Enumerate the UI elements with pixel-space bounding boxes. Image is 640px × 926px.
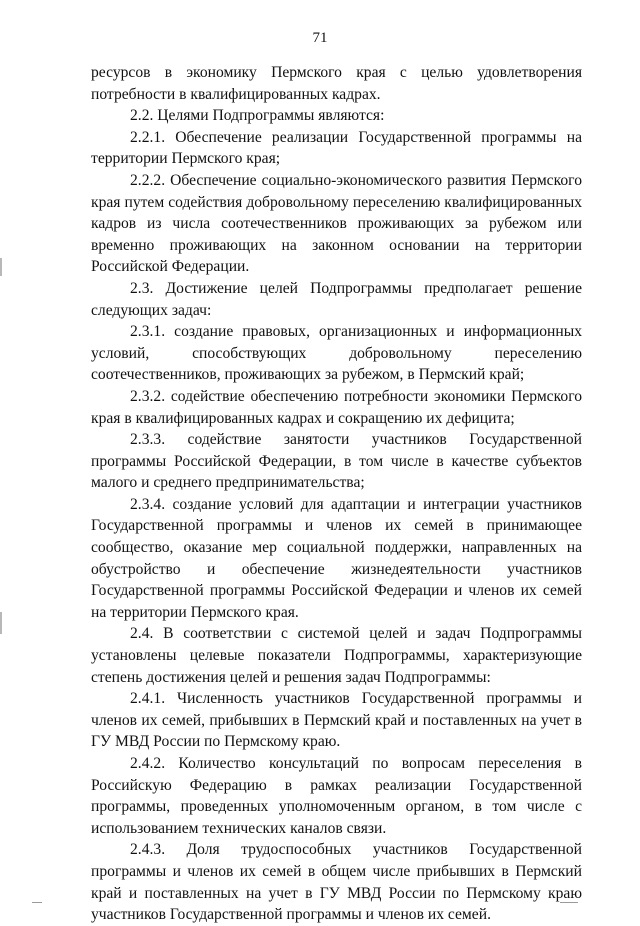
paragraph-2-3-2: 2.3.2. содействие обеспечению потребности экономики Пермского края в квалифицированных кадрах и сокращению их дефицита; [91,387,582,427]
paragraph-2-2: 2.2. Целями Подпрограммы являются: [130,107,385,125]
paragraph-2-3-3: 2.3.3. содействие занятости участников Государственной программы Российской Федерации, в том числе в качестве субъектов малого и среднего предпринимательства; [91,431,582,492]
paragraph-2-4-3: 2.4.3. Доля трудоспособных участников Государственной программы и членов их семей в общем числе прибывших в Пермский край и поставленных на учет в ГУ МВД России по Пермскому краю участников Государственной программы и членов их семей. [91,841,582,924]
paragraph-2-4-2: 2.4.2. Количество консультаций по вопросам переселения в Российскую Федерацию в рамках реализации Государственной программы, проведенных уполномоченным органом, в том числе с использованием технических каналов связи. [91,755,582,837]
document-body [91,62,582,926]
scan-edge-mark-bottom [0,612,2,634]
paragraph-2-2-2: 2.2.2. Обеспечение социально-экономического развития Пермского края путем содействия добровольному переселению квалифицированных кадров из числа соотечественников проживающих за рубежом или временно проживающих на законном основании на территории Российской Федерации. [91,171,582,276]
paragraph-2-4: 2.4. В соответствии с системой целей и задач Подпрограммы установлены целевые показатели Подпрограммы, характеризующие степень достижения целей и решения задач Подпрограммы: [91,625,582,686]
paragraph-2-3-4: 2.3.4. создание условий для адаптации и интеграции участников Государственной программы и членов их семей в принимающее сообщество, оказание мер социальной поддержки, направленных на обустройство и обеспечение жизнедеятельности участников Государственной программы Российской Федерации и членов их семей на территории Пермского края. [91,495,582,621]
page-number: 71 [312,30,328,46]
paragraph-2-3: 2.3. Достижение целей Подпрограммы предполагает решение следующих задач: [91,279,582,319]
paragraph-2-4-1: 2.4.1. Численность участников Государственной программы и членов их семей, прибывших в Пермский край и поставленных на учет в ГУ МВД России по Пермскому краю. [91,690,582,751]
scan-edge-mark-top [0,258,2,276]
scan-speck-left [32,902,42,903]
paragraph-2-2-1: 2.2.1. Обеспечение реализации Государственной программы на территории Пермского края; [91,128,582,168]
paragraph-2-3-1: 2.3.1. создание правовых, организационных и информационных условий, способствующих добровольному переселению соотечественников, проживающих за рубежом, в Пермский край; [91,323,582,384]
paragraph-continuation: ресурсов в экономику Пермского края с целью удовлетворения потребности в квалифицированных кадрах. [91,64,582,103]
